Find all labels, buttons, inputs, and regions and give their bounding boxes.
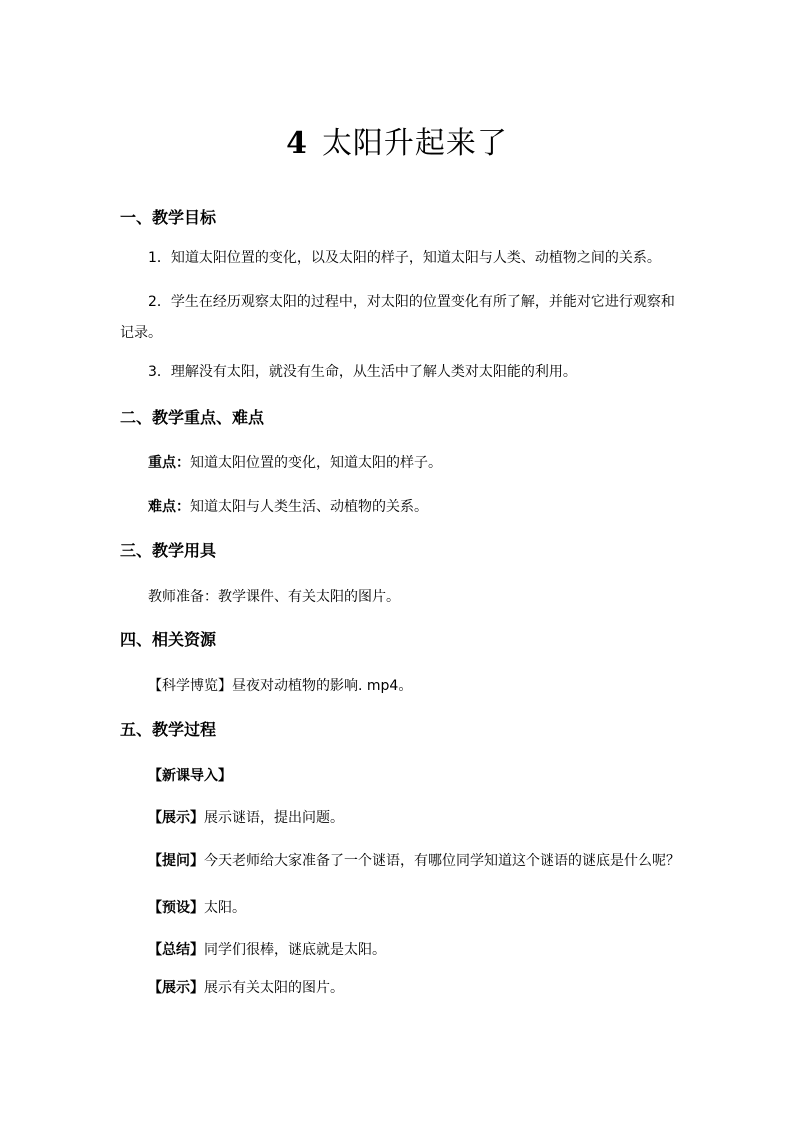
step-text: 今天老师给大家准备了一个谜语，有哪位同学知道这个谜语的谜底是什么呢？ (204, 853, 680, 869)
step-text: 太阳。 (204, 900, 246, 916)
step-label: 【展示】 (148, 810, 204, 826)
focus-label: 重点： (148, 455, 190, 471)
goal-item-2: 2．学生在经历观察太阳的过程中，对太阳的位置变化有所了解，并能对它进行观察和 (148, 294, 675, 310)
section-heading-process: 五、教学过程 (120, 720, 217, 739)
process-step-1 (148, 808, 344, 828)
process-step-2 (148, 851, 680, 871)
difficulty-label: 难点： (148, 499, 190, 515)
process-subheading: 【新课导入】 (148, 768, 232, 784)
process-step-4 (148, 940, 386, 960)
tools-text: 教师准备：教学课件、有关太阳的图片。 (148, 589, 400, 605)
process-step-5 (148, 978, 344, 998)
step-label: 【展示】 (148, 980, 204, 996)
step-text: 展示有关太阳的图片。 (204, 980, 344, 996)
section-heading-tools: 三、教学用具 (120, 541, 217, 560)
focus-text: 知道太阳位置的变化，知道太阳的样子。 (190, 455, 442, 471)
difficulty-line (148, 497, 428, 517)
step-label: 【预设】 (148, 900, 204, 916)
focus-line (148, 453, 442, 473)
lesson-number: 4 (286, 126, 308, 161)
step-text: 展示谜语，提出问题。 (204, 810, 344, 826)
step-text: 同学们很棒，谜底就是太阳。 (204, 942, 386, 958)
section-heading-goals: 一、教学目标 (120, 208, 217, 227)
page-title (0, 124, 794, 164)
goal-item-2-cont: 记录。 (120, 325, 162, 341)
goal-item-3: 3．理解没有太阳，就没有生命，从生活中了解人类对太阳能的利用。 (148, 364, 577, 380)
process-step-3 (148, 898, 246, 918)
section-heading-resources: 四、相关资源 (120, 630, 217, 649)
goal-item-1: 1．知道太阳位置的变化，以及太阳的样子，知道太阳与人类、动植物之间的关系。 (148, 250, 661, 266)
step-label: 【总结】 (148, 942, 204, 958)
difficulty-text: 知道太阳与人类生活、动植物的关系。 (190, 499, 428, 515)
section-heading-key-points: 二、教学重点、难点 (120, 408, 265, 427)
resources-text: 【科学博览】昼夜对动植物的影响. mp4。 (148, 678, 413, 694)
lesson-title: 太阳升起来了 (321, 126, 508, 161)
step-label: 【提问】 (148, 853, 204, 869)
